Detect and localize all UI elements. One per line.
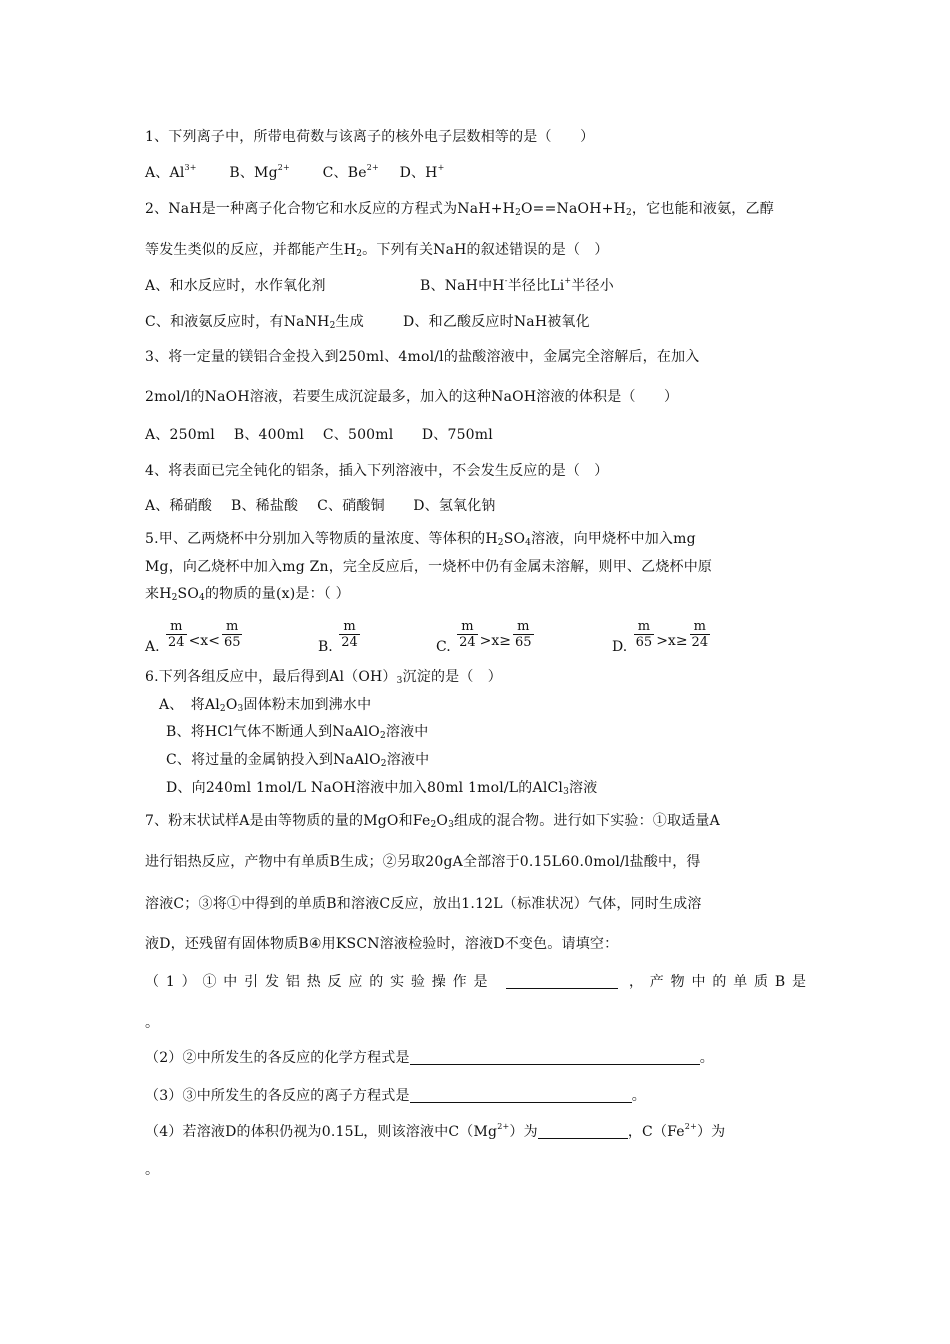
q2-option-d: D、和乙酸反应时NaH被氧化 <box>403 314 590 330</box>
q7-part1: （1）①中引发铝热反应的实验操作是 ，产物中的单质B是 <box>145 974 807 990</box>
answer-blank-1[interactable] <box>506 974 618 989</box>
fraction: $\frac{m}{24}$ <box>459 619 476 650</box>
q6-option-c: C、将过量的金属钠投入到NaAlO$_2$溶液中 <box>166 752 430 769</box>
q7-line1: 7、粉末状试样A是由等物质的量的MgO和$Fe_2O_3$组成的混合物。进行如下实验：①取适量A <box>145 813 720 830</box>
q5-option-a: A. $\frac{m}{24}$ <x< $\frac{m}{65}$ <box>145 619 241 655</box>
q3-line2: 2mol/l的NaOH溶液，若要生成沉淀最多，加入的这种NaOH溶液的体积是（ ） <box>145 389 679 405</box>
answer-blank-2[interactable] <box>410 1050 700 1065</box>
q5-option-c: C. $\frac{m}{24}$ >x≥ $\frac{m}{65}$ <box>436 619 532 655</box>
q2-line2: 等发生类似的反应，并都能产生$H_2$。下列有关NaH的叙述错误的是（ ） <box>145 242 609 259</box>
q3-line1: 3、将一定量的镁铝合金投入到250ml、4mol/l的盐酸溶液中，金属完全溶解后，在加入 <box>145 349 700 365</box>
q3-options: A、250ml B、400ml C、500ml D、750ml <box>145 427 493 443</box>
q7-part4-end: 。 <box>145 1162 160 1178</box>
q5-line2: Mg，向乙烧杯中加入mg Zn，完全反应后，一烧杯中仍有金属未溶解，则甲、乙烧杯中原 <box>145 559 713 575</box>
q7-part4: （4）若溶液D的体积仍视为0.15L，则该溶液中$C(Mg^{2+})$为 ，$C(Fe^{2+})$为 <box>145 1122 726 1140</box>
q5-line3: 来$H_2SO_4$的物质的量(x)是：（ ） <box>145 586 350 603</box>
answer-blank-3[interactable] <box>410 1088 632 1103</box>
q4-stem: 4、将表面已完全钝化的铝条，插入下列溶液中，不会发生反应的是（ ） <box>145 463 609 479</box>
q6-stem: 6.下列各组反应中，最后得到$Al(OH)_3$沉淀的是（ ） <box>145 669 502 686</box>
q1-stem: 1、下列离子中，所带电荷数与该离子的核外电子层数相等的是（ ） <box>145 129 595 145</box>
q2-option-b: B、NaH中H-半径比Li+半径小 <box>420 276 614 294</box>
fraction: $\frac{m}{24}$ <box>168 619 185 650</box>
fraction: $\frac{m}{24}$ <box>341 619 358 650</box>
q7-part1-end: 。 <box>145 1015 160 1031</box>
q7-part2: （2）②中所发生的各反应的化学方程式是 。 <box>145 1050 714 1066</box>
fraction: $\frac{m}{24}$ <box>691 619 709 650</box>
fraction: $\frac{m}{65}$ <box>223 619 241 650</box>
q6-option-b: B、将HCl气体不断通人到NaAlO$_2$溶液中 <box>166 724 429 741</box>
q6-option-a: A、 将$Al_2O_3$固体粉末加到沸水中 <box>159 697 372 714</box>
fraction: $\frac{m}{65}$ <box>515 619 532 650</box>
q4-options: A、稀硝酸 B、稀盐酸 C、硝酸铜 D、氢氧化钠 <box>145 498 496 514</box>
q2-option-a: A、和水反应时，水作氧化剂 <box>145 278 326 294</box>
q1-options: A、$Al^{3+}$ B、$Mg^{2+}$ C、$Be^{2+}$ D、H+ <box>145 163 445 181</box>
q2-line1: 2、NaH是一种离子化合物它和水反应的方程式为$NaH+H_2O==NaOH+H_2$，它也能和液氨，乙醇 <box>145 201 774 218</box>
q7-line3: 溶液C；③将①中得到的单质B和溶液C反应，放出1.12L（标准状况）气体，同时生成溶 <box>145 896 702 912</box>
q7-line2: 进行铝热反应，产物中有单质B生成；②另取20gA全部溶于0.15L60.0mol/l盐酸中，得 <box>145 854 701 870</box>
q6-option-d: D、向240ml 1mol/L NaOH溶液中加入80ml 1mol/L的AlCl$_3$溶液 <box>166 780 598 797</box>
q7-line4: 液D，还残留有固体物质B④用KSCN溶液检验时，溶液D不变色。请填空： <box>145 936 619 952</box>
answer-blank-4[interactable] <box>538 1124 628 1139</box>
q5-option-d: D. $\frac{m}{65}$ >x≥ $\frac{m}{24}$ <box>612 619 709 655</box>
q7-part3: （3）③中所发生的各反应的离子方程式是 。 <box>145 1088 646 1104</box>
q5-option-b: B. $\frac{m}{24}$ <box>318 619 358 655</box>
fraction: $\frac{m}{65}$ <box>635 619 653 650</box>
q5-line1: 5.甲、乙两烧杯中分别加入等物质的量浓度、等体积的$H_2SO_4$溶液，向甲烧杯中加入mg <box>145 531 696 548</box>
q2-option-c: C、和液氨反应时，有NaNH$_2$生成 <box>145 314 364 331</box>
